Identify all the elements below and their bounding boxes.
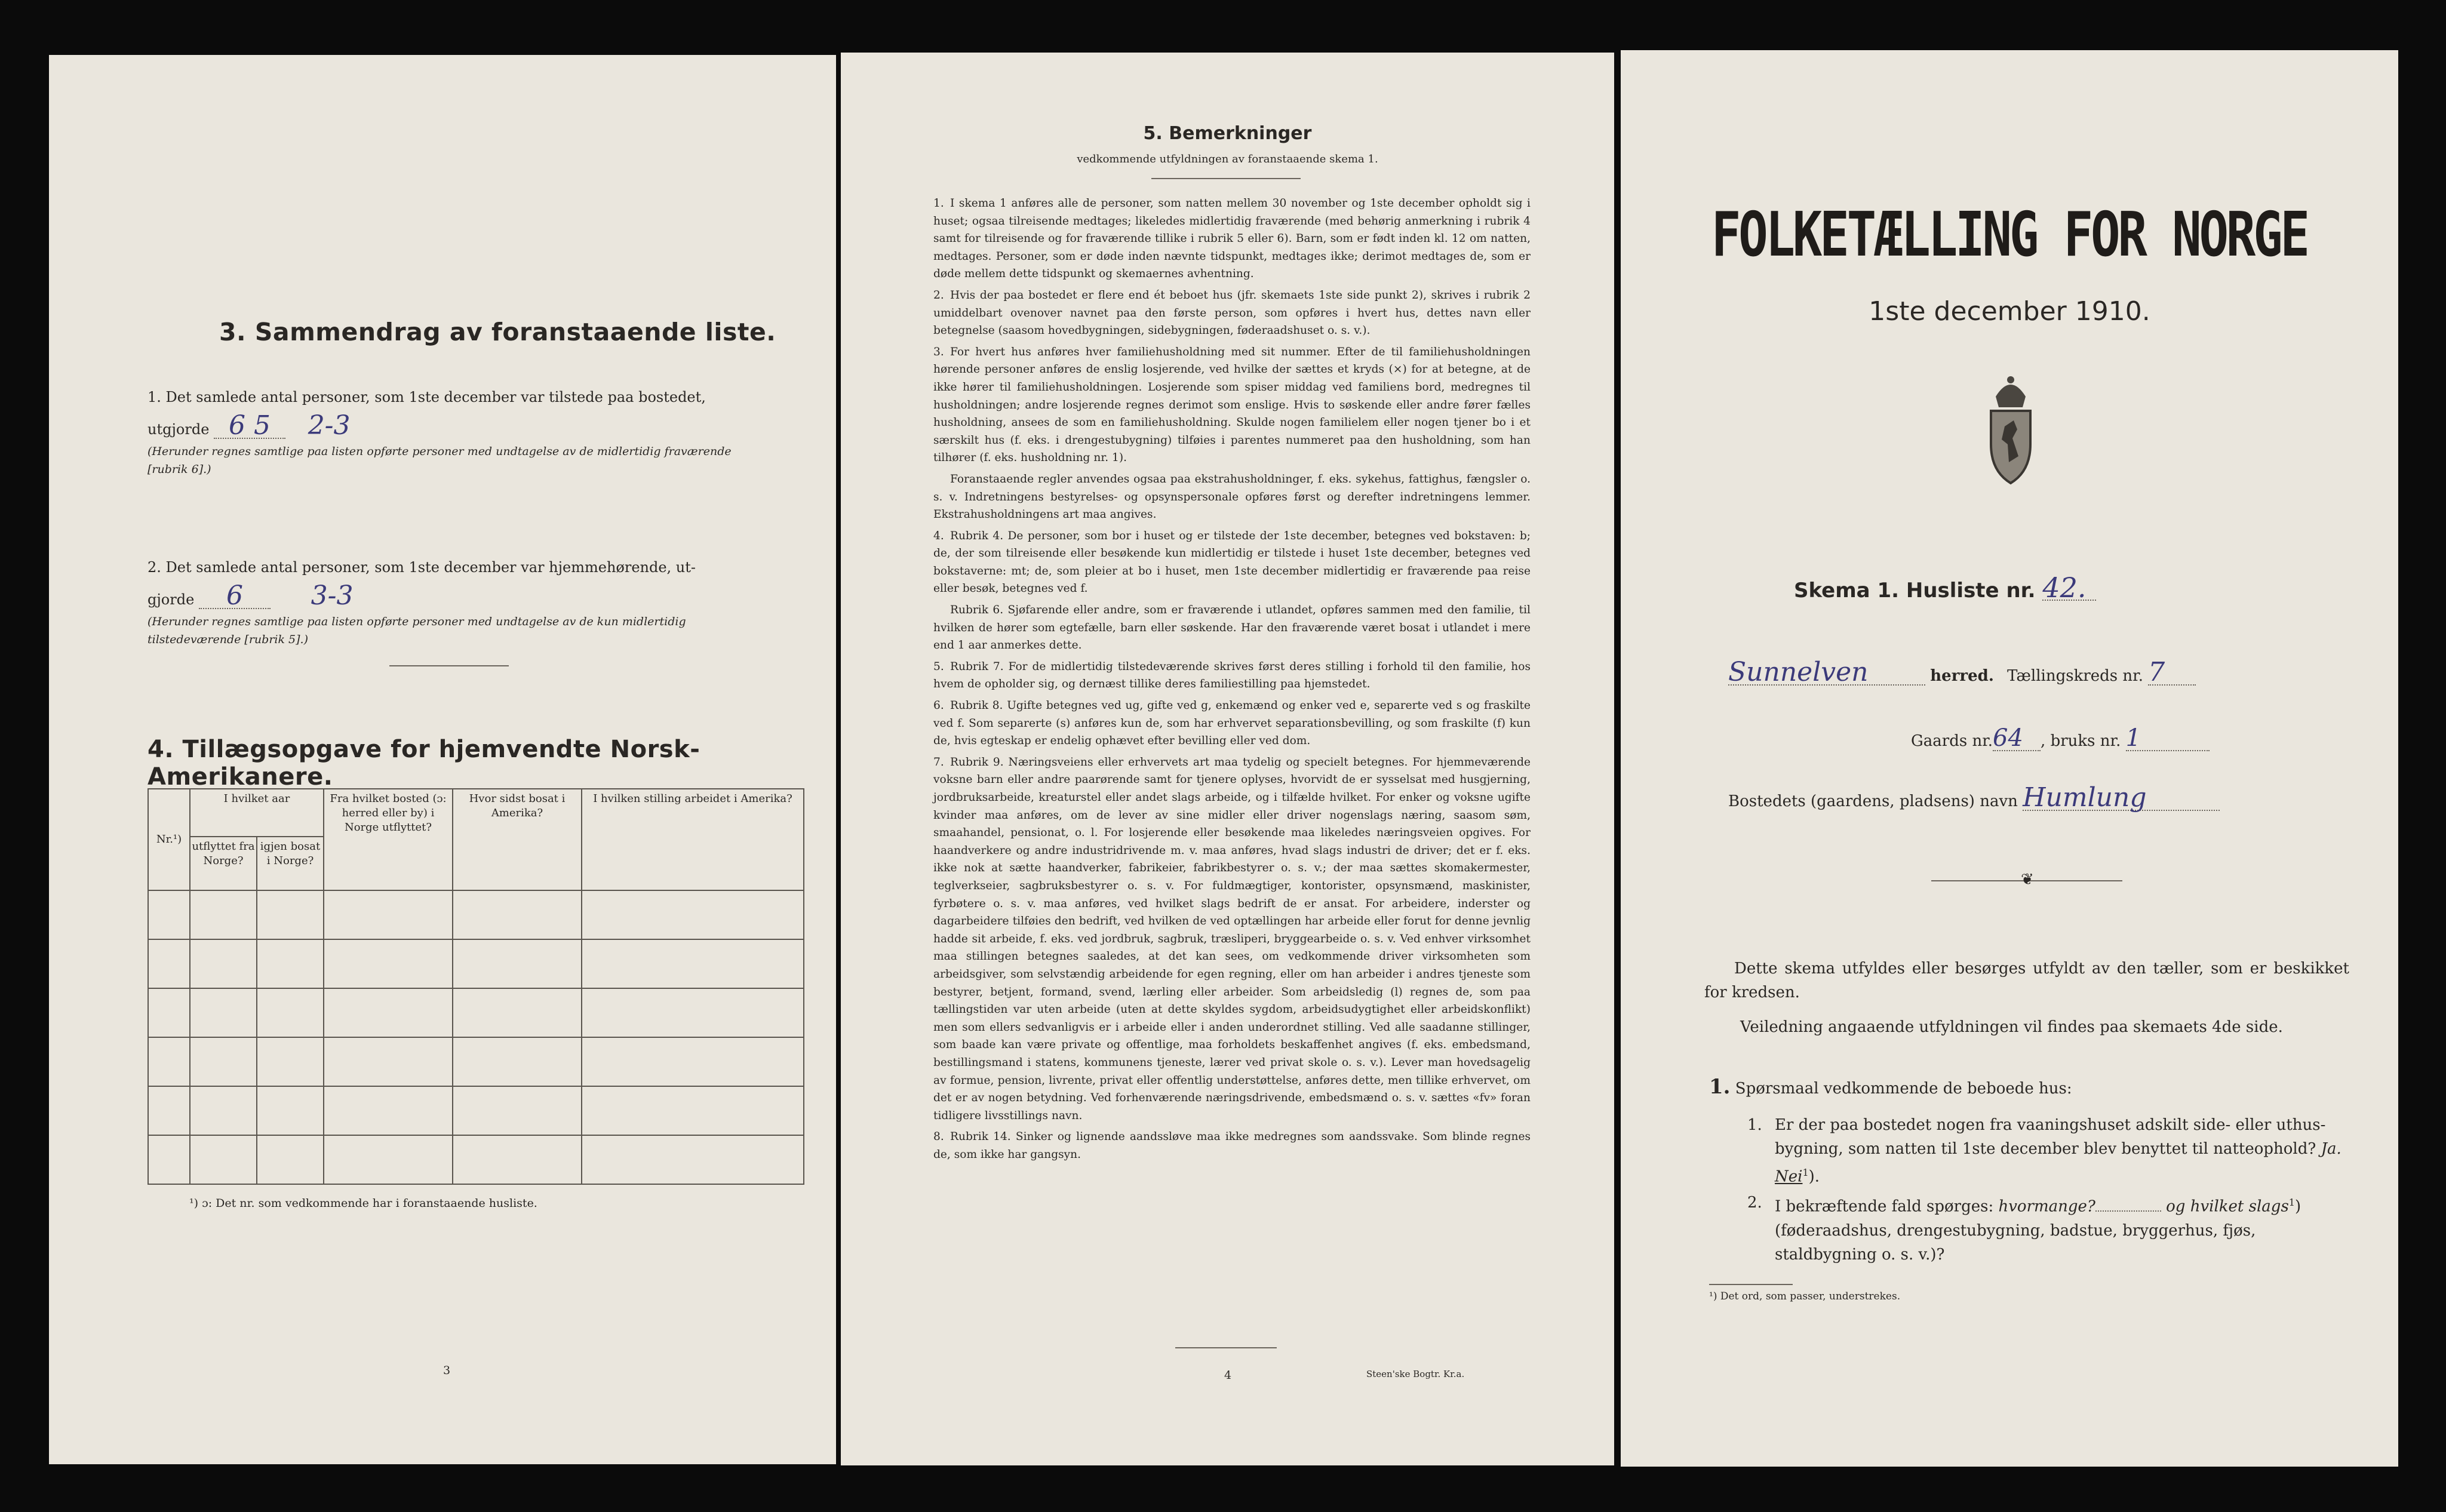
q1-num: 1. bbox=[1747, 1116, 1762, 1134]
remark-text: Rubrik 8. Ugifte betegnes ved ug, gifte ved g, enkemænd og enker ved e, separerte ved s og fraskilte ved f. Som separerte (s) anføres kun de, som har erhvervet separationsbevilling, og som fraskilte (f) kun de, hvis egteskap er endelig ophævet efter bevilling eller ved dom. bbox=[933, 699, 1531, 748]
summary-item-1 bbox=[148, 386, 792, 478]
remark-item bbox=[933, 754, 1531, 1124]
col4-header: Hvor sidst bosat i Amerika? bbox=[453, 789, 582, 890]
summary-item-2 bbox=[148, 557, 792, 649]
col2-header: igjen bosat i Norge? bbox=[257, 837, 324, 890]
page-right bbox=[1621, 50, 2398, 1467]
item2-line1: Det samlede antal personer, som 1ste december var hjemmehørende, ut- bbox=[165, 559, 696, 576]
herred-label: herred. bbox=[1930, 667, 1994, 685]
form-title: FOLKETÆLLING FOR NORGE bbox=[1711, 199, 2308, 271]
remarks-title: 5. Bemerkninger bbox=[1143, 123, 1312, 144]
question-heading-text: Spørsmaal vedkommende de beboede hus: bbox=[1735, 1080, 2072, 1098]
herred-line bbox=[1728, 657, 2196, 688]
question-1: 1. Er der paa bostedet nogen fra vaaningshuset adskilt side- eller uthus-bygning, som natten til 1ste december blev benyttet til natteophold? Ja. Nei$^1$). bbox=[1747, 1113, 2344, 1189]
remark-number: 3. bbox=[933, 345, 944, 358]
question-heading-num: 1. bbox=[1709, 1075, 1731, 1099]
remarks-list bbox=[933, 195, 1531, 1167]
item1-prefix: utgjorde bbox=[148, 421, 210, 438]
bruks-label: , bruks nr. bbox=[2041, 732, 2121, 750]
page-left bbox=[49, 55, 836, 1464]
remark-item bbox=[933, 527, 1531, 598]
remark-text: Foranstaaende regler anvendes ogsaa paa ekstrahusholdninger, f. eks. sykehus, fattighus, fængsler o. s. v. Indretningens bestyrelses- og opsynspersonale opføres først og derefter indretningens lemmer. Ekstrahusholdningens art maa angives. bbox=[933, 472, 1531, 521]
remark-text: Rubrik 7. For de midlertidig tilstedeværende skrives først deres stilling i forhold til den familie, hos hvem de opholder sig, og dernæst tillike deres familiestilling paa hjemstedet. bbox=[933, 660, 1531, 691]
gaards-label: Gaards nr. bbox=[1911, 732, 1993, 750]
remark-item bbox=[933, 1128, 1531, 1163]
q1-text: Er der paa bostedet nogen fra vaaningshuset adskilt side- eller uthus-bygning, som natten til 1ste december blev benyttet til natteophold? bbox=[1775, 1116, 2326, 1158]
printer-mark: Steen'ske Bogtr. Kr.a. bbox=[1366, 1369, 1465, 1379]
section3-title: 3. Sammendrag av foranstaaende liste. bbox=[219, 318, 776, 346]
q2-hvormange: hvormange? bbox=[1998, 1197, 2095, 1216]
question-2: 2. I bekræftende fald spørges: hvormange? og hvilket slags$^1$) (føderaadshus, drengestubygning, badstue, bryggerhus, fjøs, staldbygning o. s. v.)? bbox=[1747, 1191, 2344, 1267]
bosted-value: Humlung bbox=[2023, 786, 2220, 811]
remark-item bbox=[933, 195, 1531, 283]
remark-text: Rubrik 14. Sinker og lignende aandssløve maa ikke medregnes som aandssvake. Som blinde regnes de, som ikke har gangsyn. bbox=[933, 1130, 1531, 1161]
herred-value: Sunnelven bbox=[1728, 660, 1925, 686]
remark-item bbox=[933, 601, 1531, 654]
item2-num: 2. bbox=[148, 559, 161, 576]
q1-ja: Ja. bbox=[2321, 1140, 2341, 1158]
table-row bbox=[148, 939, 804, 988]
remarks-subtitle: vedkommende utfyldningen av foranstaaende skema 1. bbox=[1077, 153, 1378, 165]
table-row bbox=[148, 1037, 804, 1086]
col1-header: utflyttet fra Norge? bbox=[190, 837, 257, 890]
remark-number: 6. bbox=[933, 699, 944, 712]
remark-item bbox=[933, 697, 1531, 750]
remark-text: Rubrik 6. Sjøfarende eller andre, som er fraværende i utlandet, opføres sammen med den familie, til hvilken de hører som egtefælle, barn eller søskende. Har den fraværende været bosat i utlandet i mere end 1 aar anmerkes dette. bbox=[933, 604, 1531, 652]
schema-line bbox=[1794, 571, 2096, 604]
section4-title: 4. Tillægsopgave for hjemvendte Norsk-Amerikanere. bbox=[148, 736, 700, 791]
q1-nei: Nei bbox=[1775, 1167, 1803, 1186]
item1-note: (Herunder regnes samtlige paa listen opførte personer med undtagelse av de midlertidig fraværende [rubrik 6].) bbox=[148, 445, 732, 476]
remark-number: 1. bbox=[933, 197, 944, 210]
remark-number: 7. bbox=[933, 755, 944, 769]
page-number: 4 bbox=[1224, 1369, 1232, 1382]
remark-item bbox=[933, 658, 1531, 693]
item1-line1: Det samlede antal personer, som 1ste december var tilstede paa bostedet, bbox=[165, 389, 706, 405]
remark-text: Hvis der paa bostedet er flere end ét beboet hus (jfr. skemaets 1ste side punkt 2), skrives i rubrik 2 umiddelbart ovenover navnet paa den første person, som opføres i hvert hus, dettes navn eller betegnelse (saasom hovedbygningen, sidebygningen, føderaadshuset o. s. v.). bbox=[933, 288, 1531, 337]
ornament-icon: ❦ bbox=[2021, 871, 2034, 889]
col-group-header: I hvilket aar bbox=[190, 789, 324, 837]
page-number: 3 bbox=[443, 1364, 451, 1377]
krets-label: Tællingskreds nr. bbox=[2007, 667, 2143, 685]
instruction-text: Dette skema utfyldes eller besørges utfyldt av den tæller, som er beskikket for kredsen. bbox=[1704, 960, 2349, 1001]
col5-header: I hvilken stilling arbeidet i Amerika? bbox=[582, 789, 804, 890]
schema-label: Skema 1. Husliste nr. bbox=[1794, 579, 2036, 603]
q2-hvilket-slags: og hvilket slags bbox=[2166, 1197, 2289, 1216]
remark-text: Rubrik 9. Næringsveiens eller erhvervets art maa tydelig og specielt betegnes. For hjemmeværende voksne barn eller andre paarørende samt for tjenere oplyses, hvorvidt de er sysselsat med husgjerning, jordbruksarbeide, kreaturstel eller andet slags arbeide, og i tilfælde hvilket. For enker og voksne ugifte kvinder maa anføres, om de lever av sine midler eller driver nogenslags næring, saasom søm, smaahandel, pensionat, o. l. For losjerende eller besøkende maa likeledes næringsveien opgives. For haandverkere og andre industridrivende m. v. maa anføres, hvad slags industri de driver; det er f. eks. ikke nok at sætte haandverker, fabrikeier, fabrikbestyrer o. s. v.; der maa sættes skomakermester, teglverkseier, sagbruksbestyrer o. s. v. For fuldmægtiger, kontorister, opsynsmænd, maskinister, fyrbøtere o. s. v. maa anføres, ved hvilket slags bedrift de er ansat. For arbeidere, inderster og dagarbeidere tilføies den bedrift, ved hvilken de ved optællingen har arbeide eller forut for denne jevnlig hadde sit arbeide, f. eks. ved jordbruk, sagbruk, træsliperi, bryggearbeide o. s. v. Ved enhver virksomhet maa stillingen betegnes saaledes, at det kan sees, om vedkommende driver virksomheten som arbeidsgiver, som selvstændig arbeidende for egen regning, eller om han arbeider i andres tjeneste som bestyrer, betjent, formand, svend, lærling eller arbeider. Som arbeidsledig (l) regnes de, som paa tællingstiden var uten arbeide (uten at dette skyldes sygdom, arbeidsudygtighet eller arbeidskonflikt) men som ellers sedvanligvis er i arbeide eller i anden underordnet stilling. Ved alle saadanne stillinger, som baade kan være private og offentlige, maa forholdets beskaffenhet angives (f. eks. embedsmand, bestillingsmand i statens, kommunens tjeneste, lærer ved privat skole o. s. v.). Lever man hovedsagelig av formue, pension, livrente, privat eller offentlig understøttelse, anføres dette, men tillike erhvervet, om det er av nogen betydning. Ved forhenværende næringsdrivende, embedsmænd o. s. v. sættes «fv» foran tidligere livsstillings navn. bbox=[933, 755, 1531, 1122]
q2-num: 2. bbox=[1747, 1194, 1762, 1212]
item1-num: 1. bbox=[148, 389, 161, 405]
gaards-line bbox=[1911, 726, 2210, 753]
husliste-nr: 42. bbox=[2042, 576, 2096, 601]
remark-item bbox=[933, 471, 1531, 524]
gaards-value: 64 bbox=[1993, 726, 2041, 751]
table-row bbox=[148, 988, 804, 1037]
divider bbox=[1151, 178, 1301, 179]
remark-text: Rubrik 4. De personer, som bor i huset og er tilstede der 1ste december, betegnes ved bokstaven: b; de, der som tilreisende eller besøkende kun midlertidig er tilstede i huset 1ste december, betegnes ved bokstaverne: mt; de, som pleier at bo i huset, men 1ste december midlertidig er fraværende paa reise eller besøk, betegnes ved f. bbox=[933, 529, 1531, 595]
item2-value1: 6 bbox=[199, 584, 271, 609]
item2-value2: 3-3 bbox=[311, 580, 354, 611]
col-nr-header: Nr.¹) bbox=[148, 789, 190, 890]
norsk-amerikanere-table bbox=[148, 788, 804, 1185]
item2-note: (Herunder regnes samtlige paa listen opførte personer med undtagelse av de kun midlertidig tilstedeværende [rubrik 5].) bbox=[148, 615, 686, 646]
remark-text: For hvert hus anføres hver familiehusholdning med sit nummer. Efter de til familiehusholdningen hørende personer anføres de enslig losjerende, ved hvilke der sættes et kryds (×) for at betegne, at de ikke hører til familiehusholdningen. Losjerende som spiser middag ved familiens bord, medregnes til husholdningen; andre losjerende regnes derimot som enslige. Hvis to søskende eller andre fører fælles husholdning, ansees de som en familiehusholdning. Skulde nogen familielem eller nogen tjener bo i et særskilt hus (f. eks. i drengestubygning) tilføies i parentes nummeret paa den husholdning, som han tilhører (f. eks. husholdning nr. 1). bbox=[933, 345, 1531, 465]
remark-item bbox=[933, 287, 1531, 340]
col3-header: Fra hvilket bosted (ɔ: herred eller by) i Norge utflyttet? bbox=[324, 789, 453, 890]
item1-value1: 6 5 bbox=[214, 414, 285, 439]
krets-value: 7 bbox=[2148, 660, 2196, 686]
table-row bbox=[148, 890, 804, 939]
coat-of-arms-icon bbox=[1978, 373, 2044, 486]
form-date: 1ste december 1910. bbox=[1869, 296, 2150, 327]
q2-text-a: I bekræftende fald spørges: bbox=[1775, 1197, 1994, 1216]
remark-number: 5. bbox=[933, 660, 944, 673]
page-middle bbox=[841, 53, 1614, 1465]
remark-text: I skema 1 anføres alle de personer, som natten mellem 30 november og 1ste december opholdt sig i huset; ogsaa tilreisende medtages; likeledes midlertidig fraværende (med behørig anmerkning i rubrik 4 samt for tilreisende og for fraværende tillike i rubrik 5 eller 6). Barn, som er født inden kl. 12 om natten, medtages. Personer, som er døde inden nævnte tidspunkt, medtages ikke; derimot medtages de, som er døde mellem dette tidspunkt og skemaernes avhentning. bbox=[933, 197, 1531, 281]
table-row bbox=[148, 1135, 804, 1184]
bruks-value: 1 bbox=[2126, 726, 2210, 751]
bosted-line bbox=[1728, 782, 2220, 813]
q2-text-c: (føderaadshus, drengestubygning, badstue, bryggerhus, fjøs, staldbygning o. s. v.)? bbox=[1775, 1221, 2256, 1264]
remark-number: 4. bbox=[933, 529, 944, 542]
question-heading bbox=[1709, 1075, 2072, 1101]
divider bbox=[1709, 1284, 1793, 1285]
remark-item bbox=[933, 343, 1531, 467]
divider bbox=[1175, 1347, 1277, 1348]
divider bbox=[389, 665, 509, 666]
item1-value2: 2-3 bbox=[308, 410, 351, 441]
remark-number: 8. bbox=[933, 1130, 944, 1144]
table-row bbox=[148, 1086, 804, 1135]
table-footnote: ¹) ɔ: Det nr. som vedkommende har i foranstaaende husliste. bbox=[189, 1197, 537, 1210]
item2-prefix: gjorde bbox=[148, 591, 195, 608]
remark-number: 2. bbox=[933, 288, 944, 302]
bosted-label: Bostedets (gaardens, pladsens) navn bbox=[1728, 792, 2018, 810]
guide-text: Veiledning angaaende utfyldningen vil findes paa skemaets 4de side. bbox=[1740, 1018, 2283, 1036]
page3-footnote: ¹) Det ord, som passer, understrekes. bbox=[1709, 1290, 1901, 1302]
